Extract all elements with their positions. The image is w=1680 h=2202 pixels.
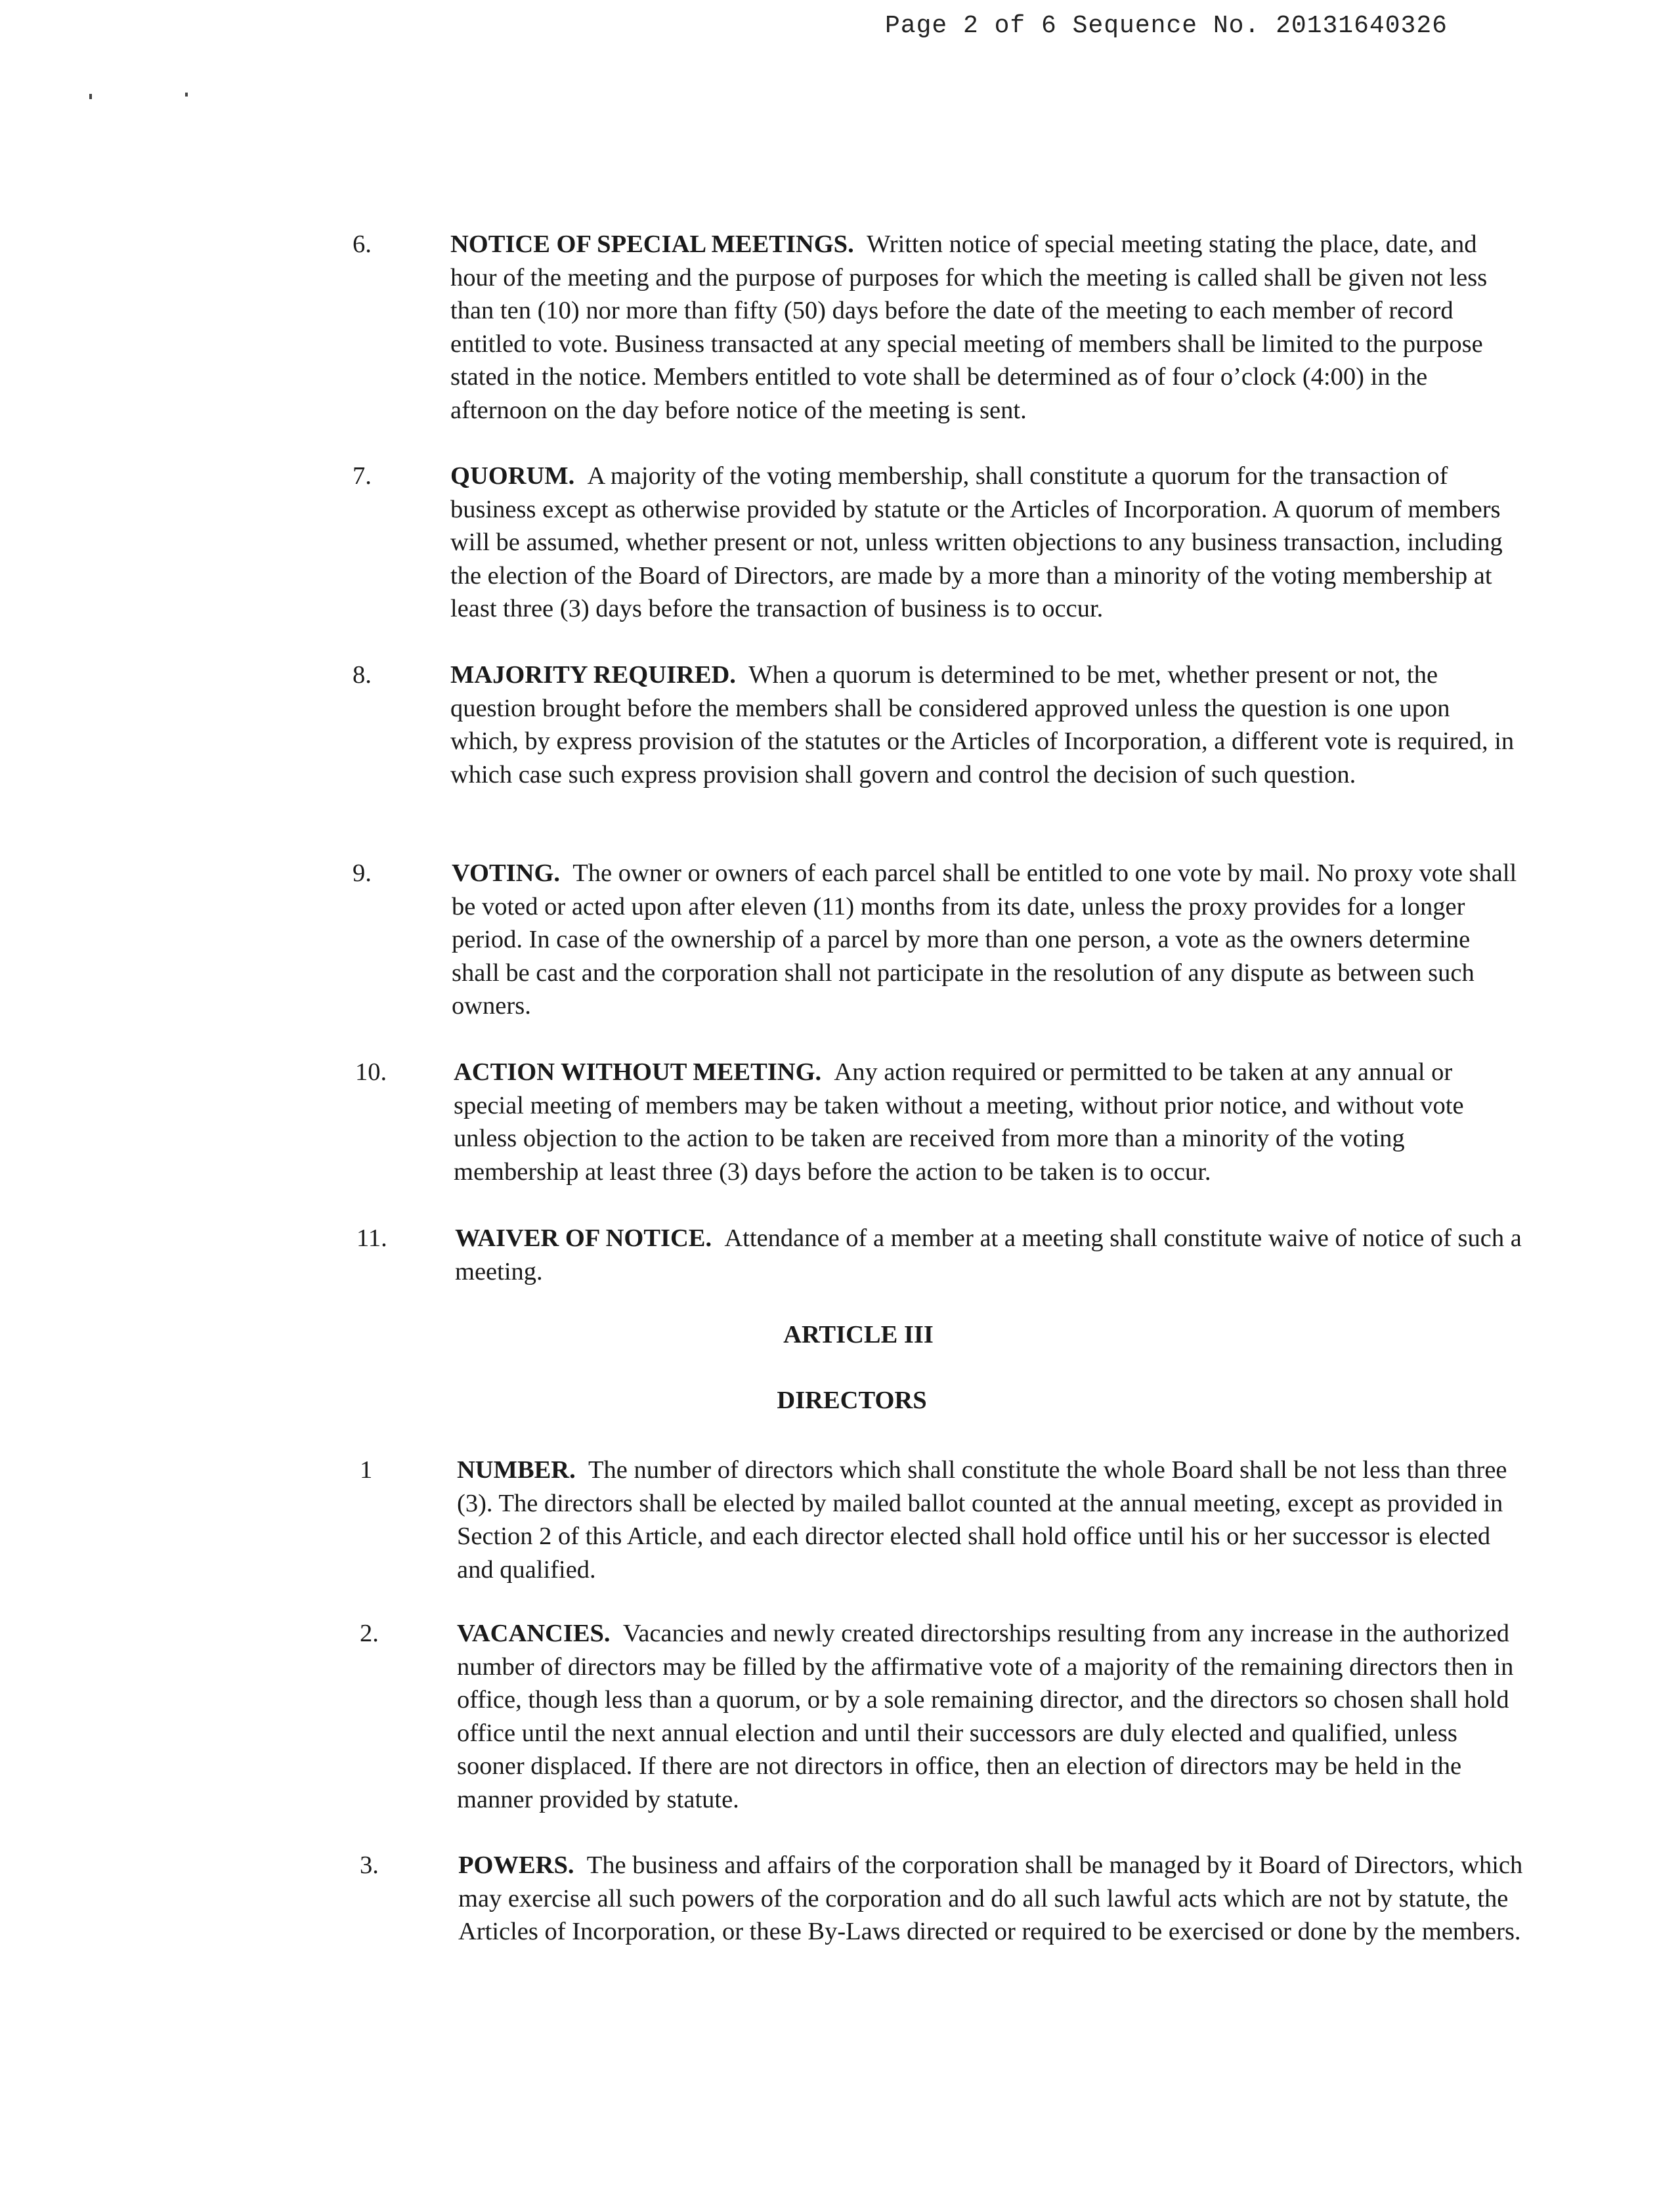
section-text: The business and affairs of the corporation shall be managed by it Board of Directors, which may exercise all such powers of the corporation and do all such lawful acts which are not by statute, the Articles of Incorporation, or these By-Laws directed or required to be exercised or done by the members. (458, 1851, 1523, 1945)
section-text: Any action required or permitted to be taken at any annual or special meeting of members may be taken without a meeting, without prior notice, and without vote unless objection to the action to be taken are received from more than a minority of the voting membership at least three (3) days before the action to be taken is to occur. (454, 1058, 1464, 1186)
section-heading: POWERS. (458, 1851, 574, 1879)
section-text: Vacancies and newly created directorships resulting from any increase in the authorized number of directors may be filled by the affirmative vote of a majority of the remaining directors then in office, though less than a quorum, or by a sole remaining director, and the directors so chosen shall hold office until the next annual election and until their successors are duly elected and qualified, unless sooner displaced. If there are not directors in office, then an election of directors may be held in the manner provided by statute. (457, 1620, 1514, 1813)
section-body (452, 857, 1523, 1023)
section-number: 1 (360, 1456, 373, 1484)
section-heading: QUORUM. (450, 462, 575, 490)
section-heading: NUMBER. (457, 1456, 576, 1484)
section-text: When a quorum is determined to be met, whether present or not, the question brought before the members shall be considered approved unless the question is one upon which, by express provision of the statutes or the Articles of Incorporation, a different vote is required, in which case such express provision shall govern and control the decision of such question. (450, 661, 1515, 788)
section-number: 11. (356, 1224, 387, 1252)
section-heading: MAJORITY REQUIRED. (450, 661, 736, 689)
scan-speck (89, 94, 92, 99)
section-heading: VACANCIES. (457, 1620, 611, 1647)
section-body (458, 1849, 1528, 1949)
section-number: 6. (353, 230, 372, 258)
article-heading: ARTICLE III (783, 1321, 934, 1349)
section-body (454, 1056, 1525, 1188)
section-number: 2. (360, 1620, 379, 1647)
scan-speck (185, 93, 188, 97)
section-heading: ACTION WITHOUT MEETING. (454, 1058, 822, 1086)
section-number: 10. (355, 1058, 387, 1086)
section-heading: WAIVER OF NOTICE. (455, 1224, 712, 1252)
section-text: Written notice of special meeting stating the place, date, and hour of the meeting and the purpose of purposes for which the meeting is called shall be given not less than ten (10) nor more than fifty (50) days before the date of the meeting to each member of record entitled to vote. Business transacted at any special meeting of members shall be limited to the purpose stated in the notice. Members entitled to vote shall be determined as of four o’clock (4:00) in the afternoon on the day before notice of the meeting is sent. (450, 230, 1488, 424)
section-text: The owner or owners of each parcel shall be entitled to one vote by mail. No proxy vote shall be voted or acted upon after eleven (11) months from its date, unless the proxy provides for a longer period. In case of the ownership of a parcel by more than one person, a vote as the owners determine shall be cast and the corporation shall not participate in the resolution of any dispute as between such owners. (452, 859, 1517, 1020)
section-number: 9. (353, 859, 372, 887)
article-title: DIRECTORS (777, 1387, 927, 1414)
section-text: The number of directors which shall constitute the whole Board shall be not less than three (3). The directors shall be elected by mailed ballot counted at the annual meeting, except as provided in Section 2 of this Article, and each director elected shall hold office until his or her successor is elected and qualified. (457, 1456, 1507, 1584)
section-number: 7. (353, 462, 372, 490)
section-body (450, 658, 1522, 791)
page-header: Page 2 of 6 Sequence No. 20131640326 (885, 12, 1448, 40)
section-body (455, 1222, 1526, 1288)
section-body (457, 1454, 1527, 1586)
section-text: Attendance of a member at a meeting shall constitute waive of notice of such a meeting. (455, 1224, 1522, 1285)
section-body (450, 228, 1522, 427)
section-heading: VOTING. (452, 859, 561, 887)
section-heading: NOTICE OF SPECIAL MEETINGS. (450, 230, 854, 258)
section-body (450, 460, 1522, 626)
section-body (457, 1617, 1527, 1816)
section-number: 3. (360, 1851, 379, 1879)
section-text: A majority of the voting membership, shall constitute a quorum for the transaction of business except as otherwise provided by statute or the Articles of Incorporation. A quorum of members will be assumed, whether present or not, unless written objections to any business transaction, including the election of the Board of Directors, are made by a more than a minority of the voting membership at least three (3) days before the transaction of business is to occur. (450, 462, 1503, 622)
section-number: 8. (353, 661, 372, 689)
